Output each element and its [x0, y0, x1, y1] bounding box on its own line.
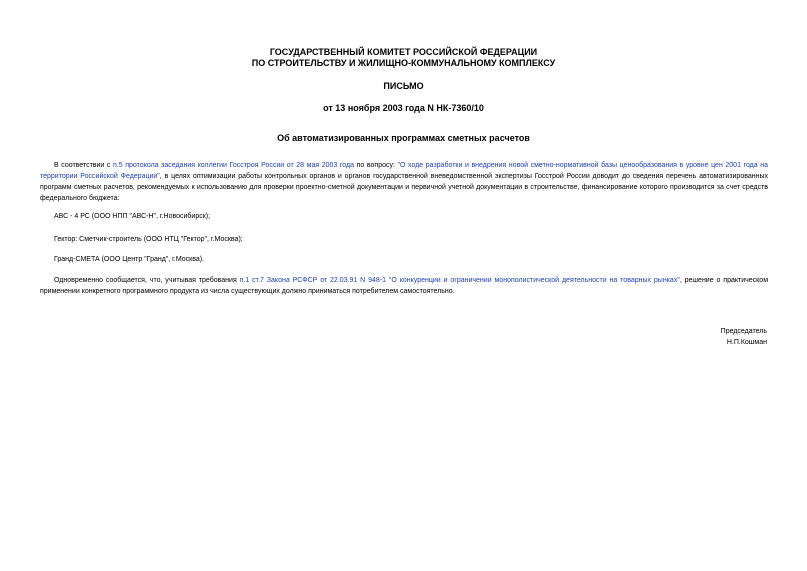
- link-pricing-base[interactable]: "О ходе разработки и внедрения новой сметно-нормативной базы ценообразования в уровне цен 2001 года на территории Российской Федерации": [40, 162, 769, 180]
- intro-text-4: , в целях оптимизации работы контрольных органов и органов государственной вневедомственной экспертизы Госстрой России доводит до сведения перечень автоматизированных программ сметных расчетов, рекомендуемых к использованию для проверки проектно-сметной документации и первичной учетной документации в строительстве, финансирование которого производится за счет средств федерального бюджета:: [40, 173, 769, 202]
- conclusion-text-1: Одновременно сообщается, что, учитывая требования: [54, 277, 240, 284]
- intro-text-3: по вопросу:: [354, 162, 398, 169]
- intro-text-1: В соответствии с: [54, 162, 114, 169]
- paragraph-intro: [40, 160, 768, 204]
- list-item: Гранд-СМЕТА (ООО Центр "Гранд", г.Москва).: [54, 256, 205, 263]
- conclusion-text-2: , решение о практическом применении конкретного программного продукта из числа существующих должно приниматься потребителем самостоятельно.: [40, 277, 769, 295]
- list-item: АВС - 4 РС (ООО НПП "АВС-Н", г.Новосибирск);: [54, 213, 211, 220]
- org-name-line2: ПО СТРОИТЕЛЬСТВУ И ЖИЛИЩНО-КОММУНАЛЬНОМУ КОМПЛЕКСУ: [251, 58, 556, 68]
- signature-position: Председатель: [720, 328, 767, 335]
- list-item: Гектор: Сметчик-строитель (ООО НТЦ "Гектор", г.Москва);: [54, 236, 243, 243]
- document-date-number: от 13 ноября 2003 года N НК-7360/10: [323, 103, 484, 113]
- document-title: Об автоматизированных программах сметных расчетов: [277, 133, 530, 143]
- org-name-line1: ГОСУДАРСТВЕННЫЙ КОМИТЕТ РОССИЙСКОЙ ФЕДЕРАЦИИ: [269, 47, 538, 57]
- signature-name: Н.П.Кошман: [726, 339, 767, 346]
- link-protocol[interactable]: протокола заседания коллегии Госстроя России от 28 мая 2003 года: [125, 162, 355, 169]
- document-type: ПИСЬМО: [383, 81, 424, 91]
- link-clause-5[interactable]: п.5: [113, 162, 123, 169]
- link-competition-law[interactable]: п.1 ст.7 Закона РСФСР от 22.03.91 N 948-1 "О конкуренции и ограничении монополистической деятельности на товарных рынках": [239, 277, 680, 284]
- paragraph-conclusion: [40, 275, 768, 297]
